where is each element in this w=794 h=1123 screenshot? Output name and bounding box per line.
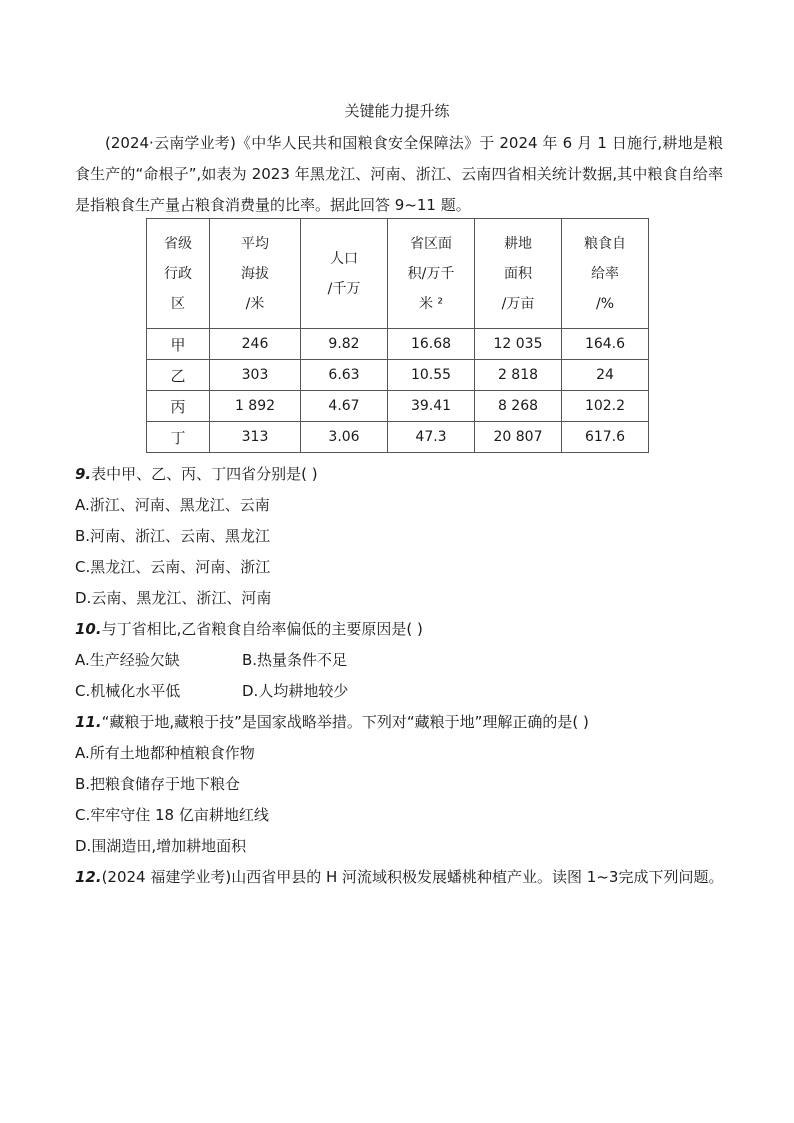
header-population: 人口 /千万 [301,219,388,329]
table-cell: 313 [210,422,301,453]
header-area: 省区面 积/万千 米 ² [388,219,475,329]
table-cell: 47.3 [388,422,475,453]
question-9-option-b: B.河南、浙江、云南、黑龙江 [75,527,271,545]
table-row [147,422,649,453]
table-cell: 甲 [147,329,210,360]
question-number: 10. [75,620,102,638]
question-number: 9. [75,465,92,483]
table-cell: 6.63 [301,360,388,391]
question-text: “藏粮于地,藏粮于技”是国家战略举措。下列对“藏粮于地”理解正确的是( ) [101,713,589,731]
table-cell: 2 818 [475,360,562,391]
question-10-options-row-2 [75,676,745,707]
table-cell: 39.41 [388,391,475,422]
table-cell: 9.82 [301,329,388,360]
table-cell: 3.06 [301,422,388,453]
table-cell: 12 035 [475,329,562,360]
header-province: 省级 行政 区 [147,219,210,329]
question-9-option-c: C.黑龙江、云南、河南、浙江 [75,558,271,576]
question-11-option-a: A.所有土地都种植粮食作物 [75,744,255,762]
province-stats-table [146,218,649,453]
table-cell: 10.55 [388,360,475,391]
table-cell: 20 807 [475,422,562,453]
question-11-option-c: C.牢牢守住 18 亿亩耕地红线 [75,806,269,824]
table-cell: 丁 [147,422,210,453]
table-cell: 8 268 [475,391,562,422]
table-cell: 164.6 [562,329,649,360]
question-10-option-d: D.人均耕地较少 [242,682,349,700]
question-number: 12. [75,868,102,886]
question-11-stem [75,707,745,738]
table-cell: 1 892 [210,391,301,422]
question-text: 表中甲、乙、丙、丁四省分别是( ) [91,465,318,483]
intro-paragraph: (2024·云南学业考)《中华人民共和国粮食安全保障法》于 2024 年 6 月 1 日施行,耕地是粮食生产的“命根子”,如表为 2023 年黑龙江、河南、浙江、云南四省相关统计数据,其中粮食自给率是指粮食生产量占粮食消费量的比率。据此回答 9~11 题。 [75,134,723,214]
question-9-option-d: D.云南、黑龙江、浙江、河南 [75,589,272,607]
table-cell: 102.2 [562,391,649,422]
question-9-option-a: A.浙江、河南、黑龙江、云南 [75,496,270,514]
table-row [147,391,649,422]
question-number: 11. [75,713,102,731]
section-title: 关键能力提升练 [344,102,450,120]
table-cell: 24 [562,360,649,391]
question-11-option-d: D.围湖造田,增加耕地面积 [75,837,247,855]
table-row [147,360,649,391]
question-10-stem [75,614,745,645]
question-11-option-b: B.把粮食储存于地下粮仓 [75,775,241,793]
header-altitude: 平均 海拔 /米 [210,219,301,329]
question-text: 与丁省相比,乙省粮食自给率偏低的主要原因是( ) [101,620,423,638]
header-self-sufficiency: 粮食自 给率 /% [562,219,649,329]
question-10-option-b: B.热量条件不足 [242,651,348,669]
table-header-row [147,219,649,329]
table-row [147,329,649,360]
table-cell: 4.67 [301,391,388,422]
question-12-stem [75,862,745,893]
table-cell: 246 [210,329,301,360]
header-farmland: 耕地 面积 /万亩 [475,219,562,329]
question-10-option-c: C.机械化水平低 [75,682,181,700]
table-cell: 丙 [147,391,210,422]
question-9-stem [75,459,745,490]
table-cell: 16.68 [388,329,475,360]
questions-section [75,459,745,893]
table-cell: 303 [210,360,301,391]
question-10-options-row-1 [75,645,745,676]
question-text: (2024 福建学业考)山西省甲县的 H 河流域积极发展蟠桃种植产业。读图 1~3完成下列问题。 [101,868,724,886]
table-cell: 617.6 [562,422,649,453]
question-10-option-a: A.生产经验欠缺 [75,651,180,669]
table-cell: 乙 [147,360,210,391]
